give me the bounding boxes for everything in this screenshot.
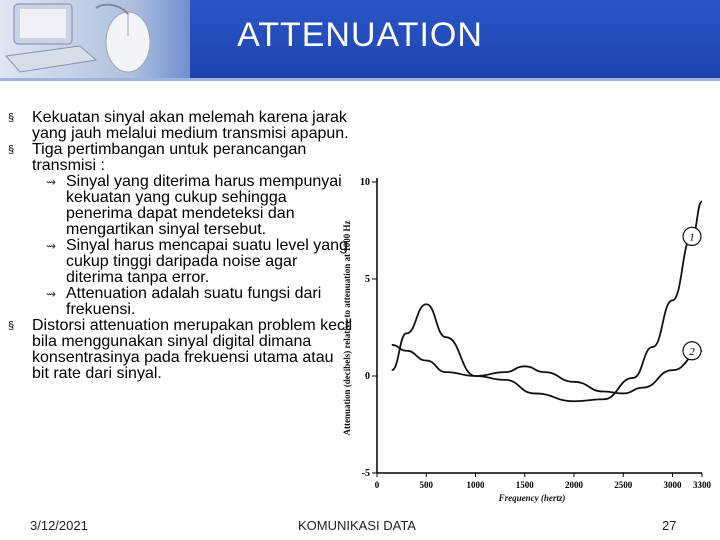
x-tick-label: 1500 [515, 480, 534, 490]
x-tick-label: 3300 [693, 480, 711, 490]
y-axis-label: Attenuation (decibels) relative to attenuation at 1000 Hz [342, 220, 352, 436]
bullet-text: Distorsi attenuation merupakan problem kecil bila menggunakan sinyal digital dimana konsentrasinya pada frekuensi utama atau bit rate dari sinyal. [32, 317, 353, 382]
footer-title: KOMUNIKASI DATA [298, 518, 416, 533]
x-tick-label: 2500 [614, 480, 633, 490]
sub-bullet-text: Sinyal yang diterima harus mempunyai kekuatan yang cukup sehingga penerima dapat mendeteksi dan mengartikan sinyal tersebut. [66, 173, 342, 238]
legend-marker-label: 1 [689, 231, 695, 244]
legend-marker-label: 2 [689, 345, 695, 358]
sub-bullet-text: Sinyal harus mencapai suatu level yang cukup tinggi daripada noise agar diterima tanpa error. [66, 237, 348, 286]
bullet-item [8, 110, 353, 142]
x-tick-label: 0 [374, 480, 380, 490]
arrow-icon: ⇝ [46, 287, 57, 301]
sub-bullet-item [8, 174, 353, 238]
bullet-list [8, 110, 353, 382]
page-number: 27 [662, 518, 677, 533]
x-axis-label: Frequency (hertz) [498, 493, 566, 503]
x-tick-label: 3000 [663, 480, 682, 490]
bullet-text: Tiga pertimbangan untuk perancangan transmisi : [32, 141, 307, 174]
bullet-item [8, 142, 353, 174]
y-tick-label: -5 [361, 468, 370, 479]
arrow-icon: ⇝ [46, 239, 57, 253]
slide-title: ATTENUATION [237, 16, 483, 54]
chart-svg [332, 168, 712, 513]
y-tick-label: 0 [365, 371, 370, 382]
y-tick-label: 5 [365, 274, 370, 285]
bullet-item [8, 318, 353, 382]
bullet-text: Kekuatan sinyal akan melemah karena jarak yang jauh melalui medium transmisi apapun. [32, 109, 349, 142]
sub-bullet-item [8, 286, 353, 318]
footer-date: 3/12/2021 [30, 518, 88, 533]
arrow-icon: ⇝ [46, 175, 57, 189]
x-tick-label: 500 [419, 480, 433, 490]
sub-bullet-text: Attenuation adalah suatu fungsi dari frekuensi. [66, 285, 322, 318]
series-line-2 [392, 345, 702, 394]
x-tick-label: 2000 [564, 480, 583, 490]
header-divider [0, 78, 720, 81]
sub-bullet-item [8, 238, 353, 286]
bullet-marker: § [8, 112, 15, 124]
attenuation-chart [332, 168, 712, 513]
bullet-marker: § [8, 144, 15, 156]
y-tick-label: 10 [360, 177, 370, 188]
series-line-1 [392, 201, 702, 401]
x-tick-label: 1000 [466, 480, 485, 490]
bullet-marker: § [8, 320, 15, 332]
computer-mouse-photo [0, 0, 190, 78]
